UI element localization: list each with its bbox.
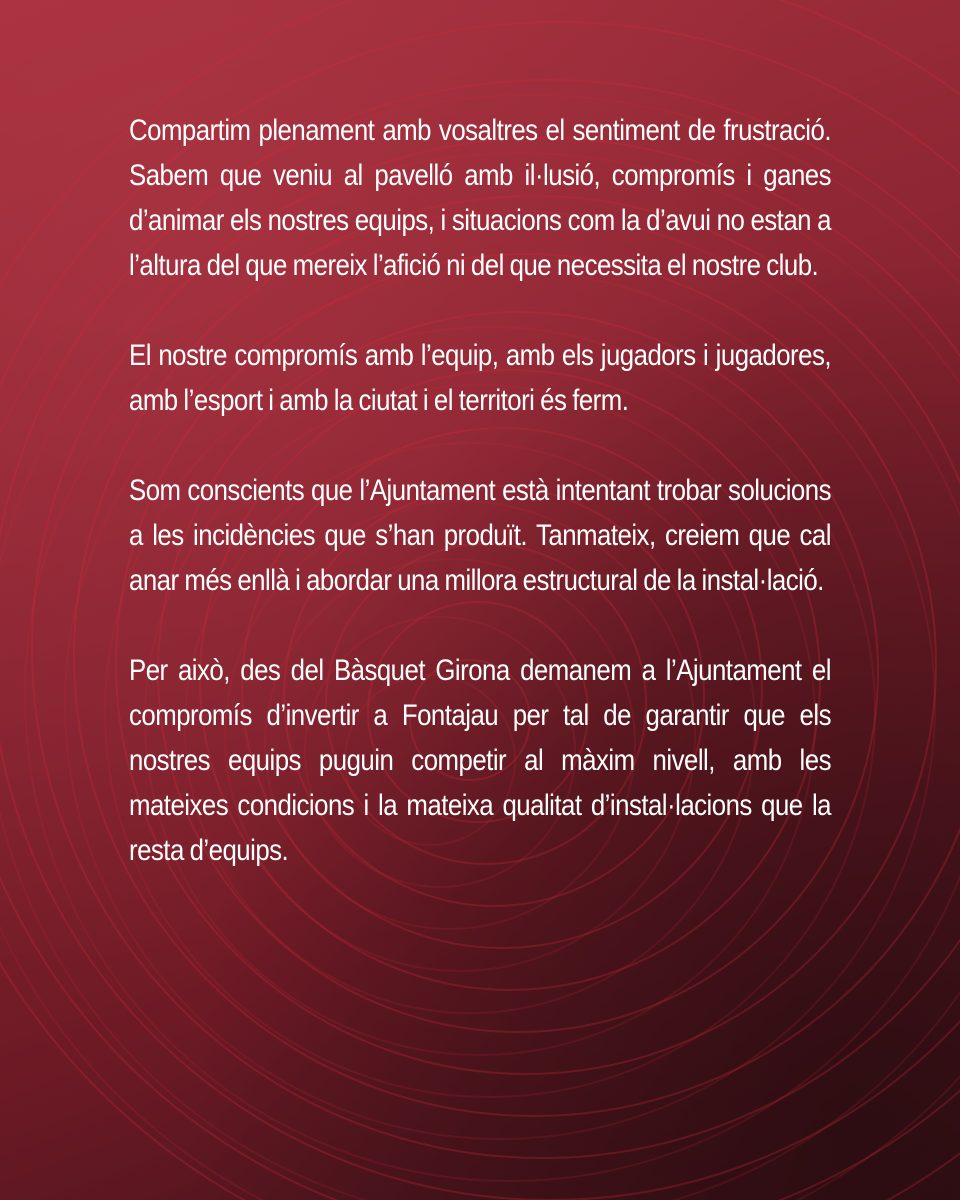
statement-text (129, 108, 831, 918)
paragraph-solutions: Som conscients que l’Ajuntament està intentant trobar solucions a les incidències que s’han produït. Tanmateix, creiem que cal anar més enllà i abordar una millora estructural de la instal·lació. (129, 474, 831, 597)
paragraph-frustration: Compartim plenament amb vosaltres el sentiment de frustració. Sabem que veniu al pavelló amb il·lusió, compromís i ganes d’animar els nostres equips, i situacions com la d’avui no estan a l’altura del que mereix l’afició ni del que necessita el nostre club. (129, 114, 831, 282)
paragraph-commitment: El nostre compromís amb l’equip, amb els jugadors i jugadores, amb l’esport i amb la ciutat i el territori és ferm. (129, 339, 831, 417)
paragraph-investment-request: Per això, des del Bàsquet Girona demanem a l’Ajuntament el compromís d’invertir a Fontajau per tal de garantir que els nostres equips puguin competir al màxim nivell, amb les mateixes condicions i la mateixa qualitat d’instal·lacions que la resta d’equips. (129, 654, 831, 867)
